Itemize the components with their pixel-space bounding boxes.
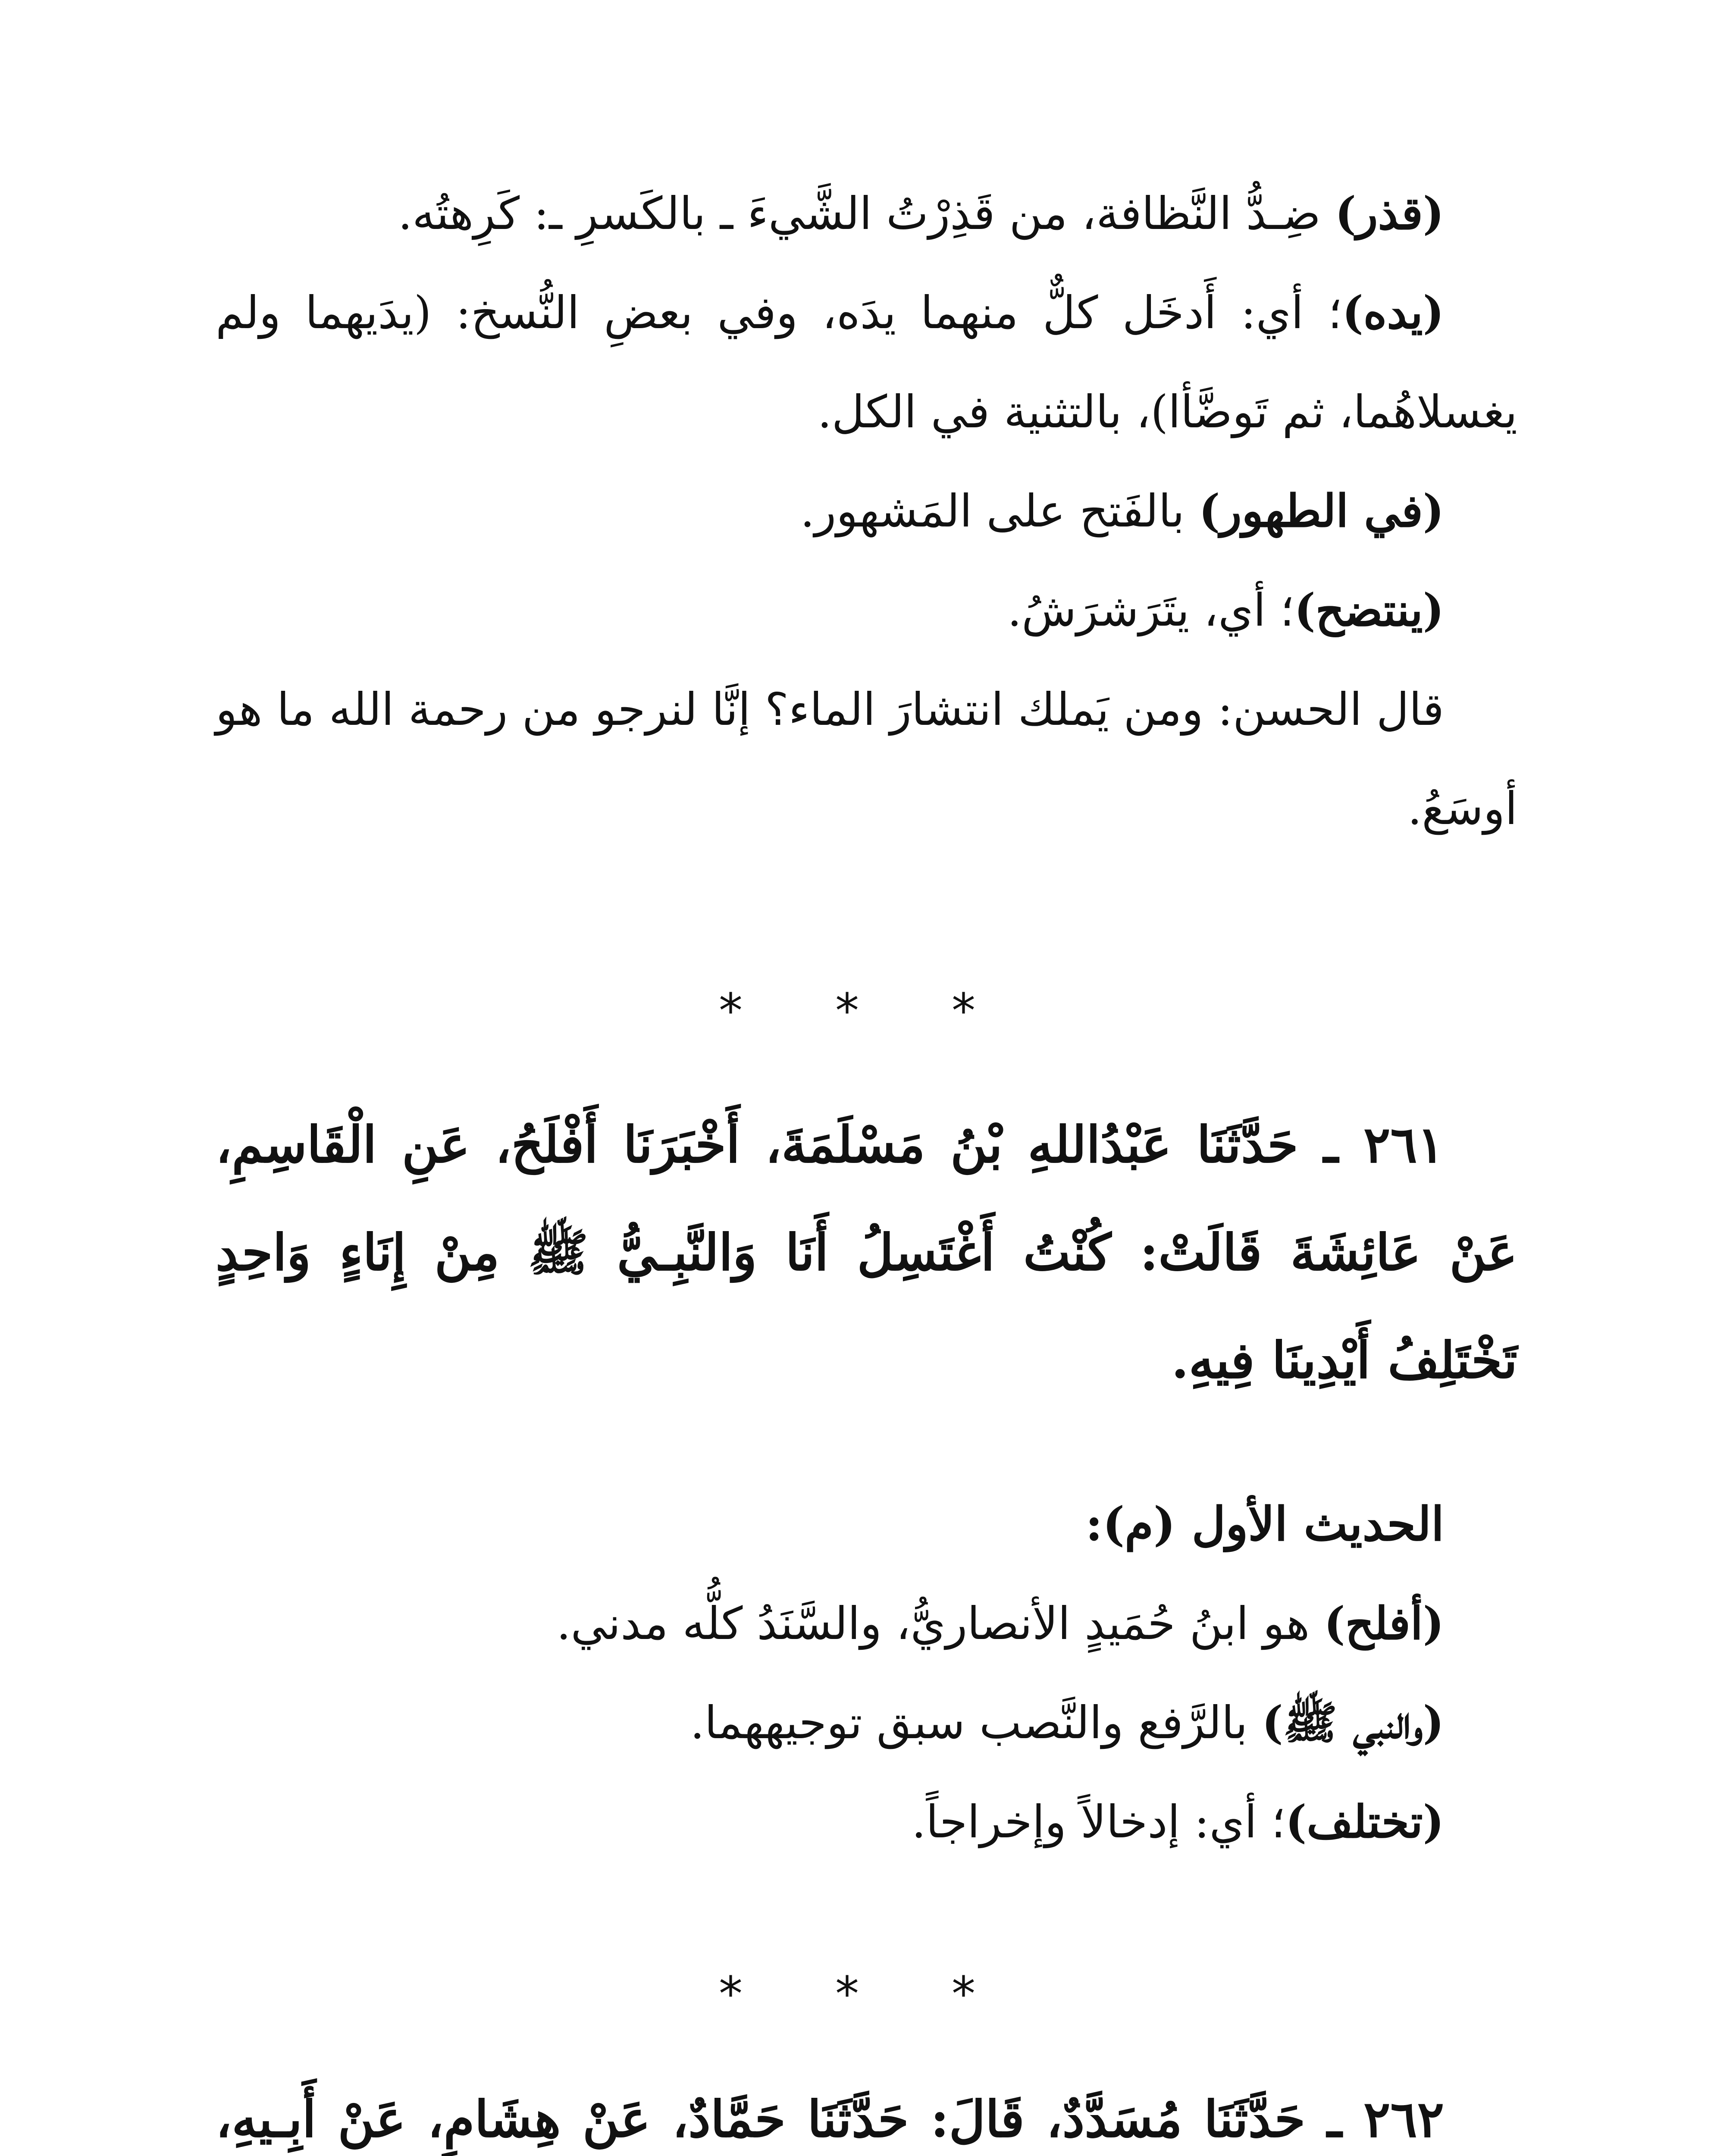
hadith-261 — [216, 1091, 1517, 1414]
commentary-section-1 — [216, 164, 1517, 858]
commentary-line-yantadih — [216, 561, 1517, 660]
section-separator-1: * * * — [719, 983, 1014, 1038]
commentary-line-takhtalif — [216, 1772, 1517, 1871]
term: (يده) — [1342, 286, 1444, 339]
hadith-262 — [216, 2065, 1517, 2156]
explanation: هو ابنُ حُمَيدٍ الأنصاريُّ، والسَّنَدُ كلُّه مدني. — [556, 1597, 1324, 1650]
commentary-line-aflah — [216, 1574, 1517, 1673]
explanation: بالفَتح على المَشهور. — [800, 485, 1199, 537]
commentary-line-qadhar — [216, 164, 1517, 263]
explanation: ؛ أي: أَدخَل كلٌّ منهما يدَه، وفي بعضِ النُّسخ: (يدَيهما ولم يغسلاهُما، ثم تَوضَّأا)، بالتثنية في الكل. — [216, 286, 1517, 438]
explanation: بالرَّفع والنَّصب سبق توجيههما. — [690, 1696, 1262, 1749]
term: (تختلف) — [1285, 1795, 1444, 1848]
hadith-262-text: ٢٦٢ ـ حَدَّثَنَا مُسَدَّدٌ، قَالَ: حَدَّثَنَا حَمَّادٌ، عَنْ هِشَامٍ، عَنْ أَبِـيهِ، — [216, 2090, 1444, 2149]
explanation: ضِـدُّ النَّظافة، من قَذِرْتُ الشَّيءَ ـ بالكَسرِ ـ: كَرِهتُه. — [398, 187, 1335, 240]
term: (ينتضح) — [1294, 583, 1444, 636]
explanation: قال الحسن: ومن يَملك انتشارَ الماء؟ إنَّا لنرجو من رحمة الله ما هو أوسَعُ. — [216, 683, 1517, 835]
explanation: ؛ أي: إدخالاً وإخراجاً. — [912, 1796, 1286, 1848]
explanation: ؛ أي، يتَرَشرَشُ. — [1007, 584, 1294, 636]
term: (أفلح) — [1324, 1597, 1444, 1650]
commentary-line-hasan — [216, 660, 1517, 858]
hadith-261-text: ٢٦١ ـ حَدَّثَنَا عَبْدُاللهِ بْنُ مَسْلَمَةَ، أَخْبَرَنَا أَفْلَحُ، عَنِ الْقَاسِمِ، عَنْ عَائِشَةَ قَالَتْ: كُنْتُ أَغْتَسِلُ أَنَا وَالنَّبِـيُّ ﷺ مِنْ إِنَاءٍ وَاحِدٍ تَخْتَلِفُ أَيْدِينَا فِيهِ. — [216, 1116, 1517, 1390]
commentary-section-2 — [216, 1475, 1517, 1871]
section-separator-2: * * * — [719, 1966, 1014, 2021]
commentary-heading: الحديث الأول (م): — [1085, 1497, 1444, 1551]
term: (قذر) — [1335, 187, 1444, 240]
commentary-line-yadah — [216, 263, 1517, 461]
term: (في الطهور) — [1199, 484, 1444, 537]
commentary-line-tahur — [216, 461, 1517, 561]
commentary-line-nabi — [216, 1673, 1517, 1772]
term: (والنبي ﷺ) — [1262, 1696, 1444, 1749]
